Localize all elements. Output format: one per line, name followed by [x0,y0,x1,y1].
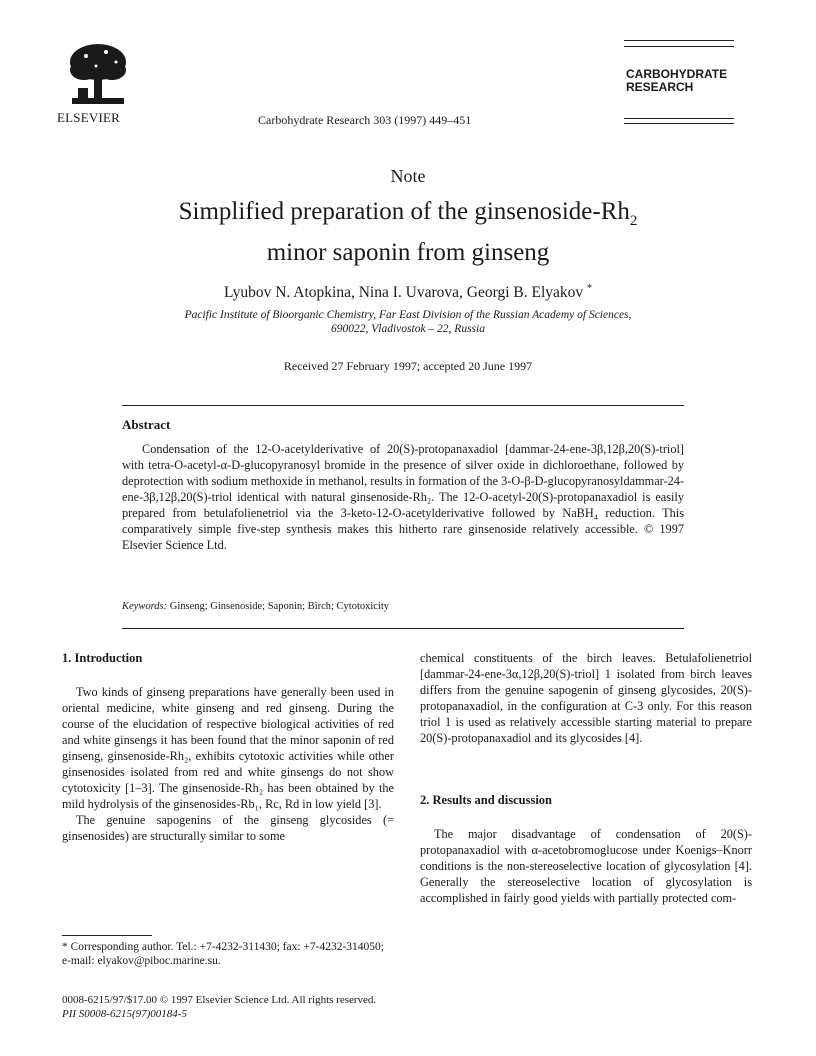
footer-pii: PII S0008-6215(97)00184-5 [62,1008,187,1020]
right-paragraph-1: chemical constituents of the birch leaves. Betulafolienetriol [dammar-24-ene-3α,12β,20(S)-triol] 1 isolated from birch leaves differs from the genuine sapogenin of ginseng glycosides, 20(S)-protopanaxadiol, in the configuration at C-3 only. For this reason triol 1 is used as relatively accessible starting material to prepare 20(S)-protopanaxadiol and its glycosides [4]. [420,651,752,745]
keywords-list: Ginseng; Ginsenoside; Saponin; Birch; Cytotoxicity [169,601,390,612]
right-column [420,650,752,906]
abstract-text: Condensation of the 12-O-acetylderivative of 20(S)-protopanaxadiol [dammar-24-ene-3β,12β,20(S)-triol] with tetra-O-acetyl-α-D-glucopyranosyl bromide in the presence of silver oxide in dichloroethane, followed by deprotection with sodium methoxide in methanol, results in formation of the 3-O-β-D-glucopyranosyldammar-24-ene-3β,12β,20(S)-triol identical with natural ginsenoside-Rh₂. The 12-O-acetyl-20(S)-protopanaxadiol is easily prepared from betulafolienetriol via the 3-keto-12-O-acetylderivative followed by NaBH₄ reduction. This comparatively simple five-step synthesis makes this hitherto rare ginsenoside relatively accessible. © 1997 Elsevier Science Ltd. [122,442,684,552]
author-list [100,283,716,302]
received-dates: Received 27 February 1997; accepted 20 June 1997 [283,359,533,373]
title-subscript: 2 [629,213,638,229]
journal-name-line2: RESEARCH [626,80,694,94]
abstract-heading: Abstract [122,417,171,432]
page-footer [62,993,376,1021]
intro-paragraph-2: The genuine sapogenins of the ginseng glycosides (= ginsenosides) are structurally similar to some [62,813,394,843]
section-heading-results: 2. Results and discussion [420,793,552,807]
title-line1: Simplified preparation of the ginsenoside-Rh [178,198,630,225]
affiliation-line2: 690022, Vladivostok – 22, Russia [331,323,485,335]
footnote-rule [62,935,152,936]
article-type: Note [390,166,426,186]
title-line2: minor saponin from ginseng [266,239,550,266]
header-rule-top [624,40,734,41]
journal-name-line1: CARBOHYDRATE [626,67,728,81]
header-rule-top2 [624,46,734,47]
affiliation [100,308,716,336]
journal-name [626,68,727,94]
header-rule-bottom2 [624,123,734,124]
article-title [100,196,716,269]
keywords [122,601,389,612]
header-rule-bottom [624,118,734,119]
affiliation-line1: Pacific Institute of Bioorganic Chemistry, Far East Division of the Russian Academy of Sciences, [184,309,632,321]
publisher-name: ELSEVIER [57,110,120,125]
left-column [62,650,394,844]
intro-paragraph-1: Two kinds of ginseng preparations have generally been used in oriental medicine, white ginseng and red ginseng. During the course of the elucidation of respective biological activities of red and white ginsengs it has been found that the minor saponin of red ginseng, ginsenoside-Rh₂, exhibits cytotoxic activities while other ginsenosides isolated from red and white ginsengs do not show cytotoxicity [1–3]. The ginsenoside-Rh₂ has been obtained by the mild hydrolysis of the ginsenosides-Rb₁, Rc, Rd in low yield [3]. [62,685,394,811]
results-paragraph-1: The major disadvantage of condensation of 20(S)-protopanaxadiol with α-acetobromoglucose under Koenigs–Knorr conditions is the non-stereoselective location of glycosylation [4]. Generally the stereoselective location of glycosylation is accomplished in fairly good yields with partially protected com- [420,827,752,905]
corresponding-author-footnote: * Corresponding author. Tel.: +7-4232-311430; fax: +7-4232-314050; e-mail: elyakov@piboc.marine.su. [62,941,384,967]
elsevier-tree-logo-icon [66,40,130,108]
section-heading-introduction: 1. Introduction [62,651,143,665]
authors-text: Lyubov N. Atopkina, Nina I. Uvarova, Georgi B. Elyakov [223,284,584,302]
journal-citation: Carbohydrate Research 303 (1997) 449–451 [258,113,472,127]
author-footnote-mark: * [587,283,593,294]
abstract-rule-bottom [122,628,684,629]
keywords-label: Keywords: [122,601,168,612]
abstract-rule-top [122,405,684,406]
footer-copyright: 0008-6215/97/$17.00 © 1997 Elsevier Science Ltd. All rights reserved. [62,994,377,1006]
